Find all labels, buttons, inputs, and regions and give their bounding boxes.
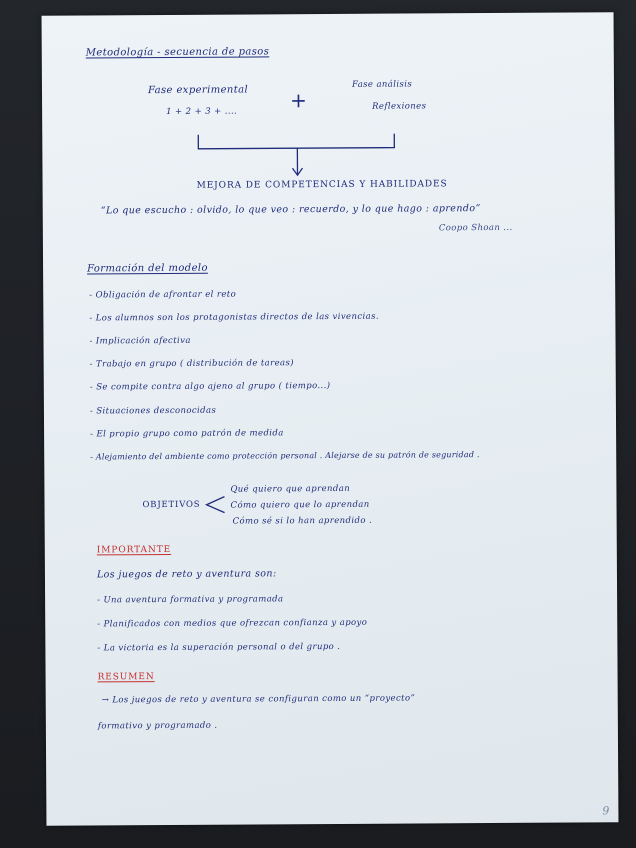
objective-item: Cómo sé si lo han aprendido . xyxy=(232,515,373,527)
important-item: - Una aventura formativa y programada xyxy=(97,594,284,606)
section-model-heading: Formación del modelo xyxy=(87,262,208,275)
important-item: - Planificados con medios que ofrezcan confianza y apoyo xyxy=(97,617,368,630)
objective-item: Cómo quiero que lo aprendan xyxy=(230,499,370,511)
page-number: 9 xyxy=(602,804,610,818)
quote-author: Coopo Shoan ... xyxy=(438,222,513,234)
objective-item: Qué quiero que aprendan xyxy=(230,483,351,495)
important-intro: Los juegos de reto y aventura son: xyxy=(96,568,277,581)
model-item: - Los alumnos son los protagonistas directos de las vivencias. xyxy=(89,311,379,324)
model-item: - Situaciones desconocidas xyxy=(89,405,217,417)
phase-experimental: Fase experimental xyxy=(147,84,249,97)
model-item: - Alejamiento del ambiente como protección personal . Alejarse de su patrón de seguridad . xyxy=(90,450,480,462)
summary-line-2: formativo y programado . xyxy=(97,720,218,732)
notebook-page xyxy=(42,12,619,825)
important-heading: IMPORTANTE xyxy=(96,544,172,556)
page-title: Metodología - secuencia de pasos xyxy=(85,46,270,59)
result-heading: MEJORA DE COMPETENCIAS Y HABILIDADES xyxy=(196,179,448,191)
objectives-label: OBJETIVOS xyxy=(142,499,201,511)
summary-heading: RESUMEN xyxy=(97,672,155,683)
model-item: - Implicación afectiva xyxy=(89,335,191,347)
phase-analysis-sub: Reflexiones xyxy=(372,101,427,112)
phase-experimental-formula: 1 + 2 + 3 + .... xyxy=(166,106,238,117)
phase-analysis: Fase análisis xyxy=(351,79,413,90)
model-item: - Trabajo en grupo ( distribución de tareas) xyxy=(89,358,295,370)
model-item: - Obligación de afrontar el reto xyxy=(89,289,237,301)
plus-sign: + xyxy=(289,88,307,113)
model-item: - Se compite contra algo ajeno al grupo ( tiempo...) xyxy=(89,380,331,393)
important-item: - La victoria es la superación personal o del grupo . xyxy=(97,641,341,654)
model-item: - El propio grupo como patrón de medida xyxy=(90,428,284,440)
quote-text: “Lo que escucho : olvido, lo que veo : recuerdo, y lo que hago : aprendo” xyxy=(100,203,481,217)
summary-line-1: → Los juegos de reto y aventura se configuran como un “proyecto” xyxy=(101,693,416,706)
